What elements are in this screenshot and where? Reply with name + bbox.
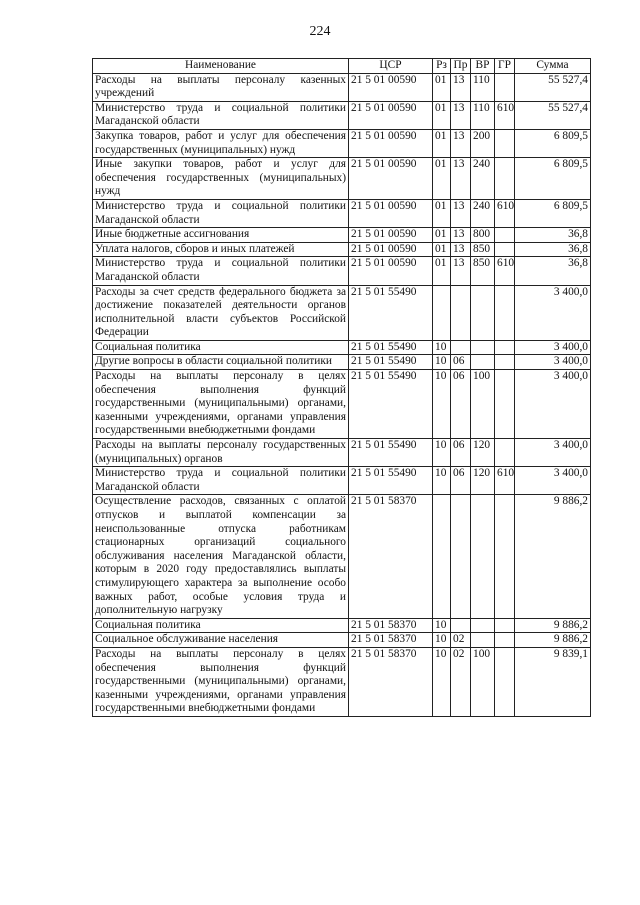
header-rz: Рз — [433, 59, 451, 74]
cell-gr — [495, 129, 515, 157]
cell-pr: 13 — [451, 242, 471, 257]
header-sum: Сумма — [515, 59, 591, 74]
cell-rz: 01 — [433, 73, 451, 101]
cell-name: Закупка товаров, работ и услуг для обеспечения государственных (муниципальных) нужд — [93, 129, 349, 157]
cell-gr — [495, 285, 515, 340]
cell-pr: 06 — [451, 467, 471, 495]
cell-vr — [471, 618, 495, 633]
table-row — [93, 495, 591, 618]
cell-name: Осуществление расходов, связанных с оплатой отпусков и выплатой компенсации за неиспользованные отпуска работникам стационарных организаций социального обслуживания населения Магаданской области, которым в 2020 году предоставлялись выплаты стимулирующего характера за выполнение особо важных работ, особые условия труда и дополнительную нагрузку — [93, 495, 349, 618]
cell-sum: 36,8 — [515, 257, 591, 285]
cell-rz: 10 — [433, 340, 451, 355]
cell-sum: 55 527,4 — [515, 73, 591, 101]
cell-csr: 21 5 01 58370 — [349, 647, 433, 716]
cell-rz: 10 — [433, 647, 451, 716]
cell-sum: 3 400,0 — [515, 285, 591, 340]
cell-name: Министерство труда и социальной политики Магаданской области — [93, 199, 349, 227]
cell-csr: 21 5 01 55490 — [349, 285, 433, 340]
cell-sum: 36,8 — [515, 228, 591, 243]
cell-pr — [451, 285, 471, 340]
cell-csr: 21 5 01 55490 — [349, 467, 433, 495]
cell-name: Министерство труда и социальной политики Магаданской области — [93, 101, 349, 129]
cell-vr: 240 — [471, 199, 495, 227]
cell-rz: 01 — [433, 129, 451, 157]
cell-sum: 3 400,0 — [515, 439, 591, 467]
cell-gr — [495, 370, 515, 439]
cell-sum: 6 809,5 — [515, 158, 591, 200]
table-row — [93, 285, 591, 340]
cell-csr: 21 5 01 00590 — [349, 228, 433, 243]
cell-name: Министерство труда и социальной политики Магаданской области — [93, 467, 349, 495]
cell-name: Социальное обслуживание населения — [93, 633, 349, 648]
cell-sum: 9 839,1 — [515, 647, 591, 716]
table-row — [93, 618, 591, 633]
cell-gr: 610 — [495, 199, 515, 227]
cell-csr: 21 5 01 58370 — [349, 633, 433, 648]
header-name: Наименование — [93, 59, 349, 74]
cell-pr — [451, 340, 471, 355]
cell-csr: 21 5 01 55490 — [349, 439, 433, 467]
cell-rz — [433, 495, 451, 618]
table-row — [93, 101, 591, 129]
table-row — [93, 129, 591, 157]
cell-name: Расходы на выплаты персоналу казенных учреждений — [93, 73, 349, 101]
cell-gr — [495, 439, 515, 467]
cell-rz: 01 — [433, 101, 451, 129]
cell-pr: 13 — [451, 228, 471, 243]
cell-gr — [495, 618, 515, 633]
cell-name: Уплата налогов, сборов и иных платежей — [93, 242, 349, 257]
table-row — [93, 340, 591, 355]
cell-vr — [471, 633, 495, 648]
header-vr: ВР — [471, 59, 495, 74]
table-row — [93, 355, 591, 370]
cell-vr — [471, 495, 495, 618]
cell-rz: 10 — [433, 439, 451, 467]
cell-vr: 100 — [471, 370, 495, 439]
cell-sum: 9 886,2 — [515, 633, 591, 648]
cell-rz — [433, 285, 451, 340]
header-row — [93, 59, 591, 74]
cell-gr — [495, 158, 515, 200]
cell-pr: 13 — [451, 199, 471, 227]
cell-name: Социальная политика — [93, 340, 349, 355]
cell-rz: 01 — [433, 199, 451, 227]
cell-csr: 21 5 01 00590 — [349, 129, 433, 157]
cell-sum: 55 527,4 — [515, 101, 591, 129]
table-row — [93, 228, 591, 243]
cell-pr — [451, 618, 471, 633]
cell-gr — [495, 495, 515, 618]
cell-gr — [495, 355, 515, 370]
cell-pr: 02 — [451, 647, 471, 716]
cell-rz: 10 — [433, 355, 451, 370]
table-row — [93, 257, 591, 285]
cell-name: Расходы за счет средств федерального бюджета за достижение показателей деятельности органов исполнительной власти субъектов Российской Федерации — [93, 285, 349, 340]
cell-rz: 10 — [433, 633, 451, 648]
header-gr: ГР — [495, 59, 515, 74]
cell-csr: 21 5 01 55490 — [349, 340, 433, 355]
cell-name: Другие вопросы в области социальной политики — [93, 355, 349, 370]
cell-gr: 610 — [495, 257, 515, 285]
cell-gr: 610 — [495, 467, 515, 495]
cell-vr — [471, 285, 495, 340]
cell-vr: 110 — [471, 101, 495, 129]
cell-pr — [451, 495, 471, 618]
cell-sum: 9 886,2 — [515, 495, 591, 618]
cell-csr: 21 5 01 00590 — [349, 257, 433, 285]
cell-pr: 13 — [451, 129, 471, 157]
cell-gr: 610 — [495, 101, 515, 129]
cell-vr: 120 — [471, 439, 495, 467]
cell-sum: 6 809,5 — [515, 199, 591, 227]
cell-rz: 10 — [433, 467, 451, 495]
cell-name: Расходы на выплаты персоналу в целях обеспечения выполнения функций государственными (муниципальными) органами, казенными учреждениями, органами управления государственными внебюджетными фондами — [93, 647, 349, 716]
budget-table — [92, 58, 591, 717]
cell-pr: 13 — [451, 257, 471, 285]
table-header — [93, 59, 591, 74]
cell-csr: 21 5 01 00590 — [349, 199, 433, 227]
cell-csr: 21 5 01 00590 — [349, 73, 433, 101]
cell-gr — [495, 228, 515, 243]
cell-sum: 36,8 — [515, 242, 591, 257]
cell-csr: 21 5 01 00590 — [349, 158, 433, 200]
page-number: 224 — [309, 24, 331, 39]
cell-pr: 06 — [451, 370, 471, 439]
cell-vr: 110 — [471, 73, 495, 101]
cell-name: Социальная политика — [93, 618, 349, 633]
header-csr: ЦСР — [349, 59, 433, 74]
cell-sum: 3 400,0 — [515, 370, 591, 439]
header-pr: Пр — [451, 59, 471, 74]
cell-name: Иные бюджетные ассигнования — [93, 228, 349, 243]
cell-pr: 13 — [451, 101, 471, 129]
cell-sum: 3 400,0 — [515, 340, 591, 355]
cell-vr: 120 — [471, 467, 495, 495]
cell-pr: 13 — [451, 158, 471, 200]
cell-csr: 21 5 01 55490 — [349, 370, 433, 439]
cell-vr — [471, 355, 495, 370]
cell-rz: 01 — [433, 257, 451, 285]
table-row — [93, 242, 591, 257]
cell-pr: 06 — [451, 439, 471, 467]
cell-vr: 800 — [471, 228, 495, 243]
cell-csr: 21 5 01 00590 — [349, 242, 433, 257]
table-row — [93, 199, 591, 227]
cell-sum: 9 886,2 — [515, 618, 591, 633]
table-row — [93, 467, 591, 495]
table-row — [93, 370, 591, 439]
cell-sum: 6 809,5 — [515, 129, 591, 157]
cell-rz: 01 — [433, 228, 451, 243]
cell-pr: 02 — [451, 633, 471, 648]
cell-name: Министерство труда и социальной политики Магаданской области — [93, 257, 349, 285]
cell-vr: 200 — [471, 129, 495, 157]
cell-gr — [495, 633, 515, 648]
cell-gr — [495, 647, 515, 716]
table-row — [93, 647, 591, 716]
cell-pr: 06 — [451, 355, 471, 370]
table-body — [93, 73, 591, 716]
cell-csr: 21 5 01 58370 — [349, 618, 433, 633]
cell-name: Расходы на выплаты персоналу в целях обеспечения выполнения функций государственными (муниципальными) органами, казенными учреждениями, органами управления государственными внебюджетными фондами — [93, 370, 349, 439]
cell-gr — [495, 242, 515, 257]
cell-gr — [495, 340, 515, 355]
cell-sum: 3 400,0 — [515, 355, 591, 370]
cell-vr — [471, 340, 495, 355]
cell-gr — [495, 73, 515, 101]
cell-csr: 21 5 01 58370 — [349, 495, 433, 618]
cell-vr: 850 — [471, 257, 495, 285]
cell-rz: 10 — [433, 370, 451, 439]
cell-vr: 240 — [471, 158, 495, 200]
cell-rz: 10 — [433, 618, 451, 633]
cell-pr: 13 — [451, 73, 471, 101]
cell-csr: 21 5 01 00590 — [349, 101, 433, 129]
table-row — [93, 73, 591, 101]
cell-rz: 01 — [433, 158, 451, 200]
cell-vr: 100 — [471, 647, 495, 716]
table-row — [93, 633, 591, 648]
cell-csr: 21 5 01 55490 — [349, 355, 433, 370]
cell-rz: 01 — [433, 242, 451, 257]
table-row — [93, 439, 591, 467]
cell-vr: 850 — [471, 242, 495, 257]
cell-name: Иные закупки товаров, работ и услуг для обеспечения государственных (муниципальных) нужд — [93, 158, 349, 200]
table-row — [93, 158, 591, 200]
cell-sum: 3 400,0 — [515, 467, 591, 495]
cell-name: Расходы на выплаты персоналу государственных (муниципальных) органов — [93, 439, 349, 467]
